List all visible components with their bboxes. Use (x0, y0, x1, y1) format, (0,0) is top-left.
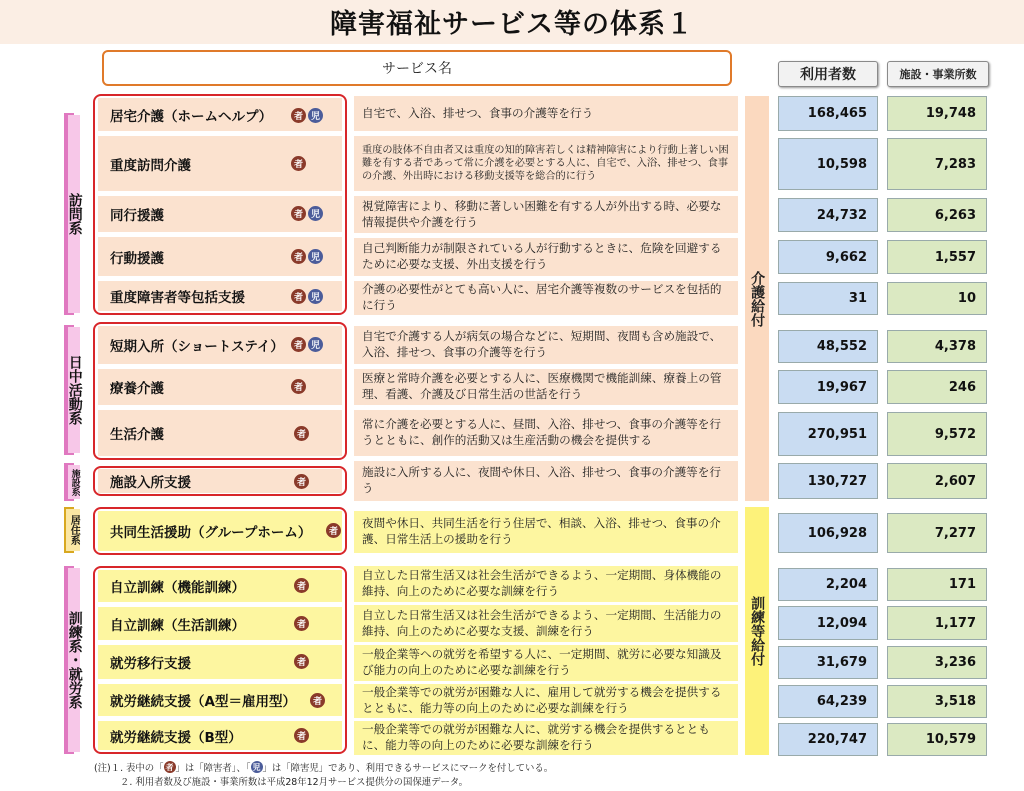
facilities-6: 246 (887, 370, 987, 404)
service-name-text: 生活介護 (110, 427, 164, 443)
footnote-text: 」は「障害児」であり、利用できるサービスにマークを付している。 (262, 763, 554, 774)
service-name-text: 行動援護 (110, 250, 164, 267)
service-desc-text: 施設に入所する人に、夜間や休日、入浴、排せつ、食事の介護等を行う (362, 465, 721, 495)
footnote-1 (94, 760, 553, 774)
badge-sha-icon: 者 (291, 206, 306, 221)
facilities-header: 施設・事業所数 (887, 61, 989, 87)
badge-ji-icon: 児 (252, 762, 261, 772)
badge-sha-icon: 者 (326, 523, 341, 538)
users-11: 12,094 (778, 606, 878, 640)
facilities-1: 7,283 (887, 138, 987, 190)
category-kunren (66, 568, 83, 752)
service-desc-6 (354, 369, 738, 405)
users-8: 130,727 (778, 463, 878, 499)
service-name-text: 就労移行支援 (110, 656, 191, 672)
facilities-8: 2,607 (887, 463, 987, 499)
users-6: 19,967 (778, 370, 878, 404)
facilities-14: 10,579 (887, 723, 987, 756)
benefit-kunren (745, 507, 769, 755)
users-0: 168,465 (778, 96, 878, 131)
service-name-text: 重度訪問介護 (110, 157, 191, 174)
service-desc-12 (354, 645, 738, 681)
service-name-text: 療養介護 (110, 381, 164, 397)
service-desc-5 (354, 326, 738, 364)
service-name-13 (98, 684, 342, 716)
service-name-text: 重度障害者等包括支援 (110, 290, 245, 306)
badge-sha-icon: 者 (294, 728, 309, 743)
service-name-text: 自立訓練（生活訓練） (110, 617, 245, 634)
badge-sha-icon: 者 (294, 578, 309, 593)
badge-sha-icon: 者 (291, 379, 306, 394)
service-desc-9 (354, 511, 738, 553)
benefit-label: 訓練等給付 (749, 596, 766, 666)
badge-ji-icon: 児 (308, 206, 323, 221)
badge-sha-icon: 者 (294, 654, 309, 669)
facilities-10: 171 (887, 568, 987, 601)
users-13: 64,239 (778, 685, 878, 718)
benefit-label: 介護給付 (749, 270, 766, 327)
service-name-9 (98, 511, 342, 551)
footnote-text: (注)１. 表中の「 (94, 763, 164, 774)
service-desc-11 (354, 605, 738, 642)
service-name-text: 就労継続支援（B型） (110, 729, 242, 746)
badge-ji-icon: 児 (308, 249, 323, 264)
service-desc-text: 自立した日常生活又は社会生活ができるよう、一定期間、身体機能の維持、向上のために必要な訓練を行う (362, 568, 722, 598)
service-desc-text: 夜間や休日、共同生活を行う住居で、相談、入浴、排せつ、食事の介護、日常生活上の援助を行う (362, 516, 721, 546)
service-name-text: 共同生活援助（グループホーム） (110, 525, 312, 541)
service-desc-14 (354, 721, 738, 755)
facilities-3: 1,557 (887, 240, 987, 274)
category-kyoju (66, 509, 80, 551)
users-1: 10,598 (778, 138, 878, 190)
facilities-7: 9,572 (887, 412, 987, 456)
facilities-2: 6,263 (887, 198, 987, 232)
service-desc-text: 自宅で、入浴、排せつ、食事の介護等を行う (362, 105, 594, 120)
service-desc-text: 自己判断能力が制限されている人が行動するときに、危険を回避するために必要な支援、外出支援を行う (362, 241, 722, 271)
service-desc-text: 常に介護を必要とする人に、昼間、入浴、排せつ、食事の介護等を行うとともに、創作的活動又は生産活動の機会を提供する (362, 417, 721, 447)
service-desc-text: 介護の必要性がとても高い人に、居宅介護等複数のサービスを包括的に行う (362, 282, 722, 312)
facilities-12: 3,236 (887, 646, 987, 679)
benefit-kaigo (745, 96, 769, 501)
users-2: 24,732 (778, 198, 878, 232)
service-desc-text: 一般企業等での就労が困難な人に、就労する機会を提供するとともに、能力等の向上のために必要な訓練を行う (362, 722, 710, 752)
service-name-text: 短期入所（ショートステイ） (110, 339, 284, 355)
service-desc-8 (354, 461, 738, 501)
badge-sha-icon: 者 (294, 426, 309, 441)
badge-sha-icon: 者 (165, 762, 174, 772)
service-desc-text: 重度の肢体不自由者又は重度の知的障害若しくは精神障害により行動上著しい困難を有する者であって常に介護を必要とする人に、自宅で、入浴、排せつ、食事の介護、外出時における移動支援等を総合的に行う (362, 144, 729, 183)
users-9: 106,928 (778, 513, 878, 553)
service-name-text: 自立訓練（機能訓練） (110, 580, 245, 596)
category-label: 訓練系・就労系 (66, 611, 83, 709)
badge-sha-icon: 者 (310, 693, 325, 708)
service-desc-4 (354, 281, 738, 315)
service-desc-text: 医療と常時介護を必要とする人に、医療機関で機能訓練、療養上の管理、看護、介護及び日常生活の世話を行う (362, 371, 722, 401)
service-name-text: 施設入所支援 (110, 475, 191, 491)
category-label: 居住系 (68, 515, 80, 545)
badge-ji-icon: 児 (308, 337, 323, 352)
footnote-2: ２. 利用者数及び施設・事業所数は平成28年12月サービス提供分の国保連データ。 (120, 777, 469, 788)
users-5: 48,552 (778, 330, 878, 363)
category-shisetsu (66, 465, 80, 499)
users-4: 31 (778, 282, 878, 315)
category-label: 日中活動系 (66, 355, 83, 425)
service-desc-text: 自立した日常生活又は社会生活ができるよう、一定期間、生活能力の維持、向上のために必要な支援、訓練を行う (362, 607, 722, 638)
service-name-text: 居宅介護（ホームヘルプ） (110, 108, 273, 125)
facilities-13: 3,518 (887, 685, 987, 718)
badge-sha-icon: 者 (291, 108, 306, 123)
category-houmon (66, 115, 83, 313)
users-10: 2,204 (778, 568, 878, 601)
facilities-4: 10 (887, 282, 987, 315)
service-desc-3 (354, 238, 738, 276)
badge-sha-icon: 者 (294, 616, 309, 631)
badge-sha-icon: 者 (291, 249, 306, 264)
badge-ji-icon: 児 (308, 289, 323, 304)
badge-sha-icon: 者 (291, 289, 306, 304)
service-desc-2 (354, 196, 738, 233)
facilities-9: 7,277 (887, 513, 987, 553)
users-7: 270,951 (778, 412, 878, 456)
badge-sha-icon: 者 (291, 337, 306, 352)
category-nicchu (66, 327, 83, 453)
service-desc-1 (354, 136, 738, 191)
category-label: 訪問系 (66, 193, 83, 235)
service-desc-0 (354, 96, 738, 131)
badge-ji-icon: 児 (308, 108, 323, 123)
service-name-header: サービス名 (102, 50, 732, 86)
facilities-11: 1,177 (887, 606, 987, 640)
service-desc-7 (354, 410, 738, 456)
page-title: 障害福祉サービス等の体系１ (330, 9, 694, 40)
service-desc-13 (354, 684, 738, 718)
service-desc-text: 自宅で介護する人が病気の場合などに、短期間、夜間も含め施設で、入浴、排せつ、食事の介護等を行う (362, 329, 722, 359)
users-14: 220,747 (778, 723, 878, 756)
footnote-text: 」は「障害者」、「 (175, 763, 251, 774)
service-name-text: 就労継続支援（A型＝雇用型） (110, 694, 296, 710)
users-header: 利用者数 (778, 61, 878, 87)
users-3: 9,662 (778, 240, 878, 274)
facilities-0: 19,748 (887, 96, 987, 131)
users-12: 31,679 (778, 646, 878, 679)
service-desc-text: 視覚障害により、移動に著しい困難を有する人が外出する時、必要な情報提供や介護を行う (362, 198, 722, 229)
category-label: 施設系 (69, 468, 80, 496)
service-desc-10 (354, 566, 738, 602)
facilities-5: 4,378 (887, 330, 987, 363)
badge-sha-icon: 者 (291, 156, 306, 171)
service-desc-text: 一般企業等での就労が困難な人に、雇用して就労する機会を提供するとともに、能力等の向上のために必要な訓練を行う (362, 685, 722, 715)
service-desc-text: 一般企業等への就労を希望する人に、一定期間、就労に必要な知識及び能力の向上のために必要な訓練を行う (362, 647, 722, 677)
badge-sha-icon: 者 (294, 474, 309, 489)
service-name-text: 同行援護 (110, 208, 164, 224)
